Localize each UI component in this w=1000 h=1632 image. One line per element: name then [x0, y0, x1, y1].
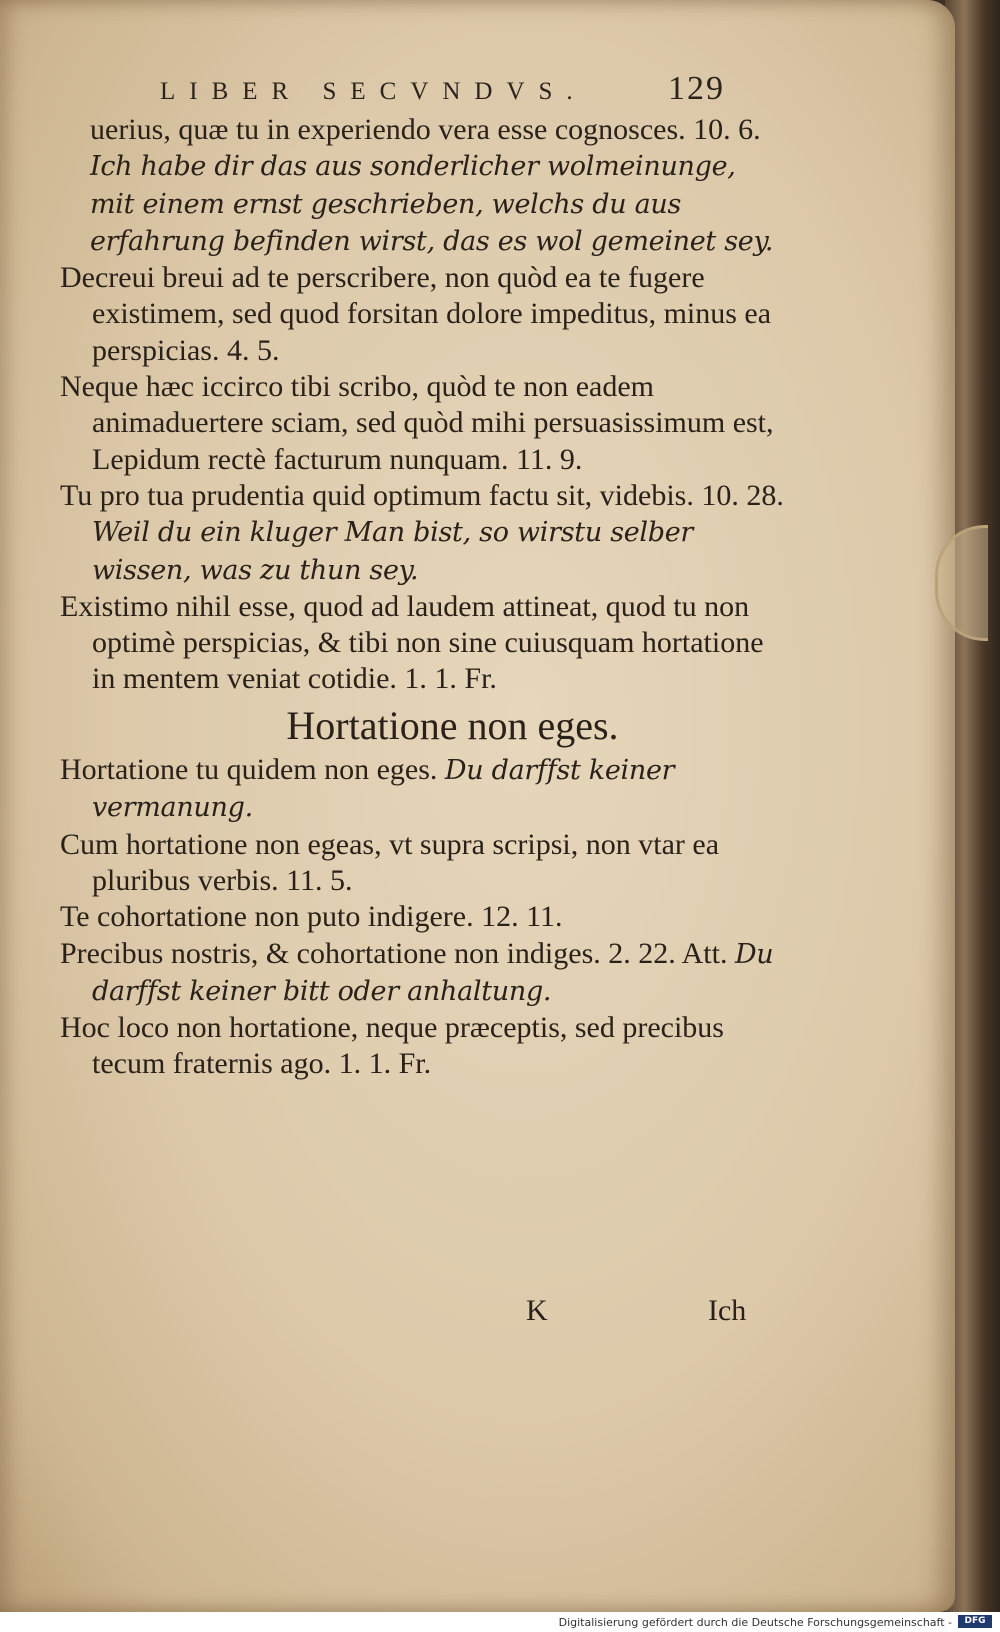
text-entry — [60, 478, 785, 589]
german-translation: Weil du ein kluger Man bist, so wirstu selber wissen, was zu thun sey. — [92, 517, 694, 586]
digitization-footer — [0, 1612, 1000, 1632]
latin-text: Te cohortatione non puto indigere. 12. 11. — [60, 900, 563, 934]
text-entry — [60, 936, 785, 1011]
latin-text: Precibus nostris, & cohortatione non indiges. 2. 22. Att. — [60, 936, 728, 970]
latin-text: Neque hæc iccirco tibi scribo, quòd te non eadem animaduertere sciam, sed quòd mihi persuasissimum est, Lepidum rectè facturum nunquam. 11. 9. — [60, 370, 774, 476]
page-tab-mark — [935, 525, 988, 641]
latin-text: Cum hortatione non egeas, vt supra scripsi, non vtar ea pluribus verbis. 11. 5. — [60, 827, 720, 897]
running-head: LIBER SECVNDVS. — [160, 78, 587, 105]
text-entry — [60, 369, 785, 478]
german-translation: Du darffst keiner bitt oder anhaltung. — [92, 938, 774, 1007]
german-translation: Ich habe dir das aus sonderlicher wolmeinunge, mit einem ernst geschrieben, welchs du aus erfahrung befinden wirst, das es wol gemeinet sey. — [90, 151, 774, 257]
text-entry — [60, 1010, 785, 1083]
dfg-logo: DFG — [958, 1615, 992, 1628]
german-translation: Du darffst keiner vermanung. — [92, 755, 675, 824]
text-entry — [60, 827, 785, 900]
text-entry — [60, 899, 785, 935]
page-number: 129 — [668, 70, 725, 107]
latin-text: Hoc loco non hortatione, neque præceptis, sed precibus tecum fraternis ago. 1. 1. Fr. — [60, 1011, 724, 1081]
latin-text: Tu pro tua prudentia quid optimum factu sit, videbis. 10. 28. — [60, 478, 784, 512]
section-heading: Hortatione non eges. — [286, 702, 619, 748]
signature-mark: K — [526, 1294, 548, 1327]
page-text — [60, 112, 785, 1083]
latin-text: uerius, quæ tu in experiendo vera esse cognosces. 10. 6. — [90, 113, 761, 146]
text-entry — [60, 112, 785, 260]
text-entry — [60, 260, 785, 369]
latin-text: Existimo nihil esse, quod ad laudem attineat, quod tu non optimè perspicias, & tibi non sine cuiusquam hortatione in mentem veniat cotidie. 1. 1. Fr. — [60, 589, 764, 696]
catchword: Ich — [708, 1294, 747, 1327]
footer-credit: Digitalisierung gefördert durch die Deutsche Forschungsgemeinschaft - — [558, 1616, 952, 1629]
latin-text: Hortatione tu quidem non eges. — [60, 753, 438, 787]
text-entry — [60, 752, 785, 827]
latin-text: Decreui breui ad te perscribere, non quòd ea te fugere existimem, sed quod forsitan dolore impeditus, minus ea perspicias. 4. 5. — [60, 261, 772, 367]
text-entry — [60, 589, 785, 698]
